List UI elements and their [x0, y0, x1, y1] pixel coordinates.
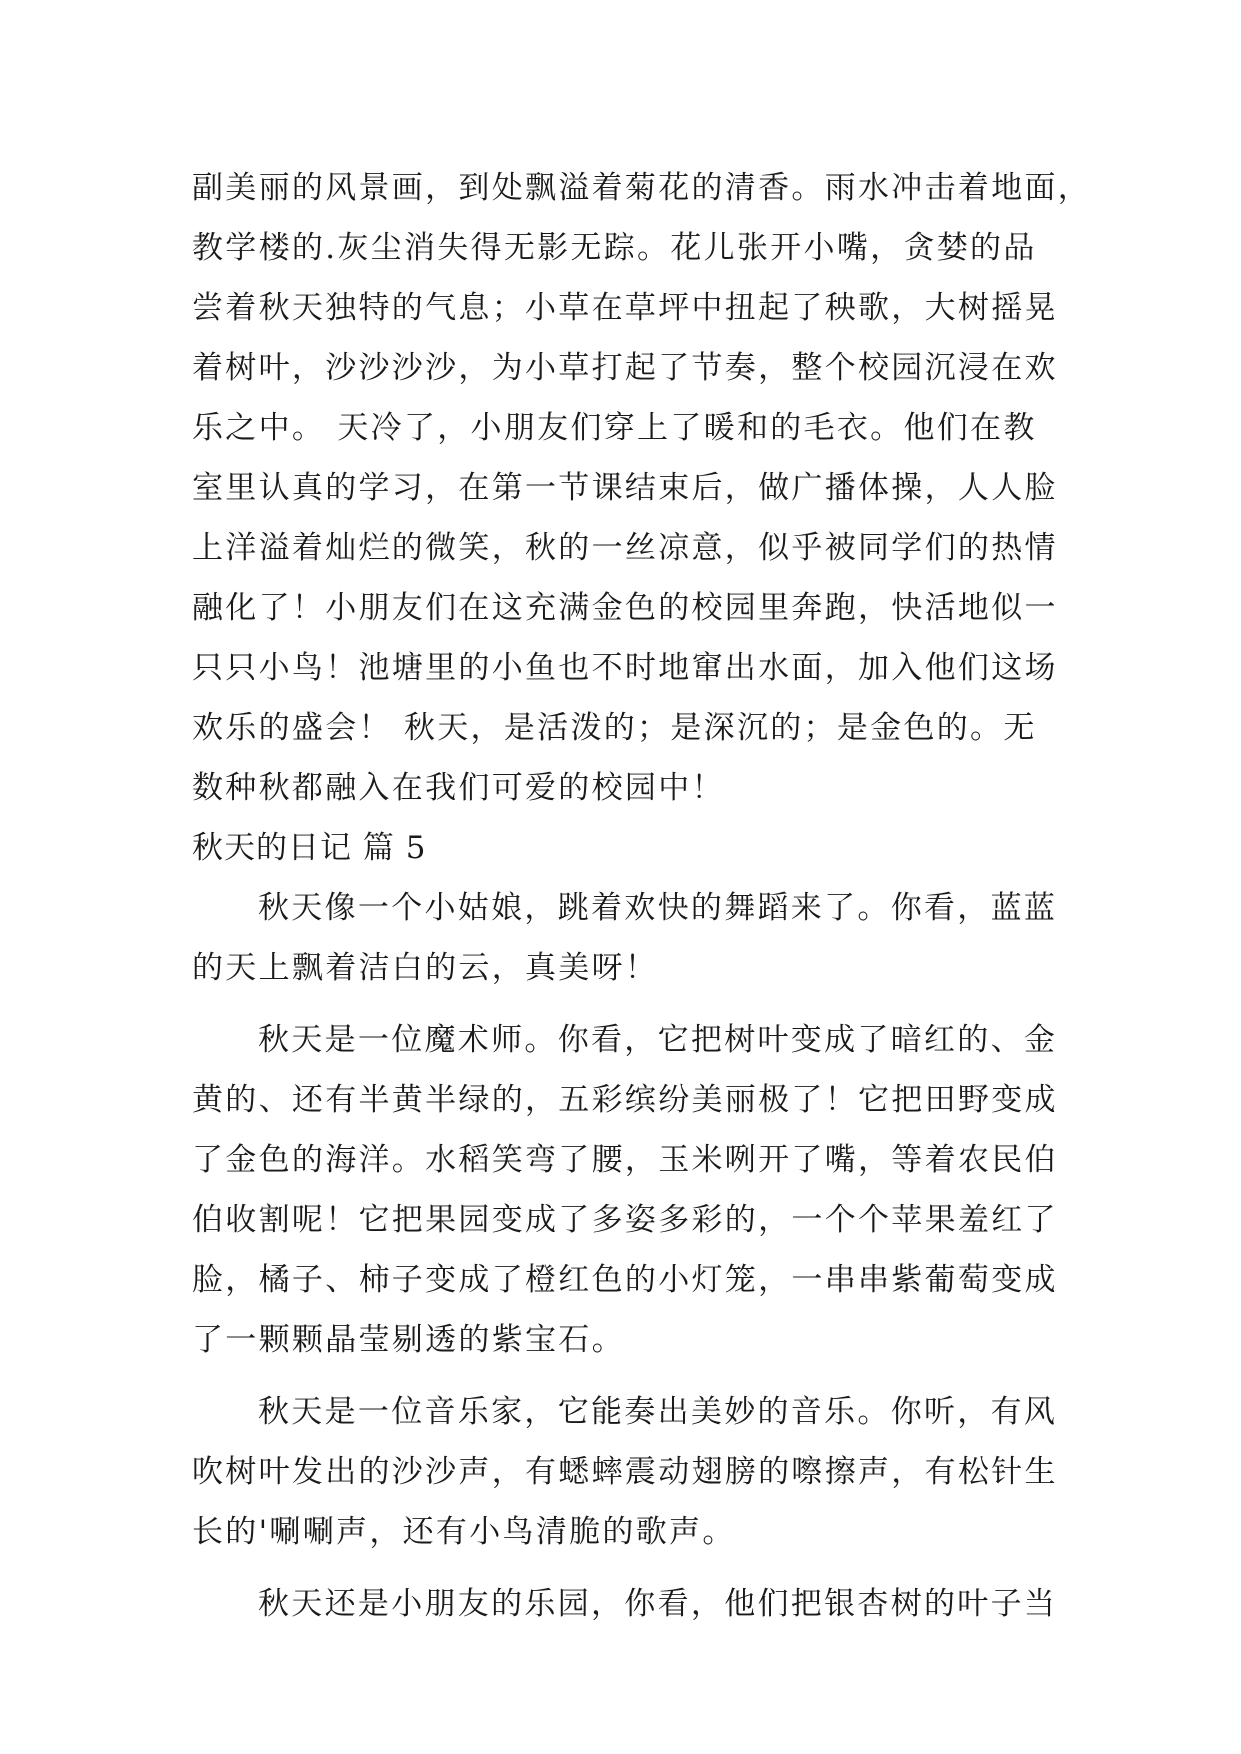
- text-line: 秋天还是小朋友的乐园，你看，他们把银杏树的叶子当: [258, 1586, 1058, 1622]
- text-line: 秋天是一位音乐家，它能奏出美妙的音乐。你听，有风: [258, 1394, 1058, 1430]
- text-line: 脸，橘子、柿子变成了橙红色的小灯笼，一串串紫葡萄变成: [192, 1262, 1058, 1298]
- text-line: 教学楼的.灰尘消失得无影无踪。花儿张开小嘴，贪婪的品: [192, 230, 1037, 266]
- previous-section-text: [192, 158, 1092, 818]
- text-line: 乐之中。 天冷了，小朋友们穿上了暖和的毛衣。他们在教: [192, 410, 1037, 446]
- text-line: 吹树叶发出的沙沙声，有蟋蟀震动翅膀的嚓擦声，有松针生: [192, 1454, 1058, 1490]
- paragraph-2: [192, 1010, 1058, 1370]
- text-line: 黄的、还有半黄半绿的，五彩缤纷美丽极了！它把田野变成: [192, 1082, 1058, 1118]
- text-line: 尝着秋天独特的气息；小草在草坪中扭起了秧歌，大树摇晃: [192, 290, 1058, 326]
- paragraph-1: [192, 878, 1058, 998]
- text-line: 副美丽的风景画，到处飘溢着菊花的清香。雨水冲击着地面，: [192, 170, 1092, 206]
- text-line: 上洋溢着灿烂的微笑，秋的一丝凉意，似乎被同学们的热情: [192, 530, 1058, 566]
- paragraph-4: [192, 1574, 1058, 1634]
- text-line: 秋天是一位魔术师。你看，它把树叶变成了暗红的、金: [258, 1022, 1058, 1058]
- text-line: 数种秋都融入在我们可爱的校园中！: [192, 770, 725, 806]
- text-line: 了一颗颗晶莹剔透的紫宝石。: [192, 1322, 625, 1358]
- text-line: 了金色的海洋。水稻笑弯了腰，玉米咧开了嘴，等着农民伯: [192, 1142, 1058, 1178]
- paragraph-3: [192, 1382, 1058, 1562]
- text-line: 长的'唰唰声，还有小鸟清脆的歌声。: [192, 1514, 736, 1550]
- section-heading: 秋天的日记 篇 5: [192, 830, 427, 866]
- text-line: 秋天像一个小姑娘，跳着欢快的舞蹈来了。你看，蓝蓝: [258, 890, 1058, 926]
- text-line: 着树叶，沙沙沙沙，为小草打起了节奏，整个校园沉浸在欢: [192, 350, 1058, 386]
- text-line: 欢乐的盛会！ 秋天，是活泼的；是深沉的；是金色的。无: [192, 710, 1037, 746]
- text-line: 只只小鸟！池塘里的小鱼也不时地窜出水面，加入他们这场: [192, 650, 1058, 686]
- text-line: 融化了！小朋友们在这充满金色的校园里奔跑，快活地似一: [192, 590, 1058, 626]
- text-line: 伯收割呢！它把果园变成了多姿多彩的，一个个苹果羞红了: [192, 1202, 1058, 1238]
- text-line: 室里认真的学习，在第一节课结束后，做广播体操，人人脸: [192, 470, 1058, 506]
- document-page: [192, 158, 1092, 1634]
- text-line: 的天上飘着洁白的云，真美呀！: [192, 950, 659, 986]
